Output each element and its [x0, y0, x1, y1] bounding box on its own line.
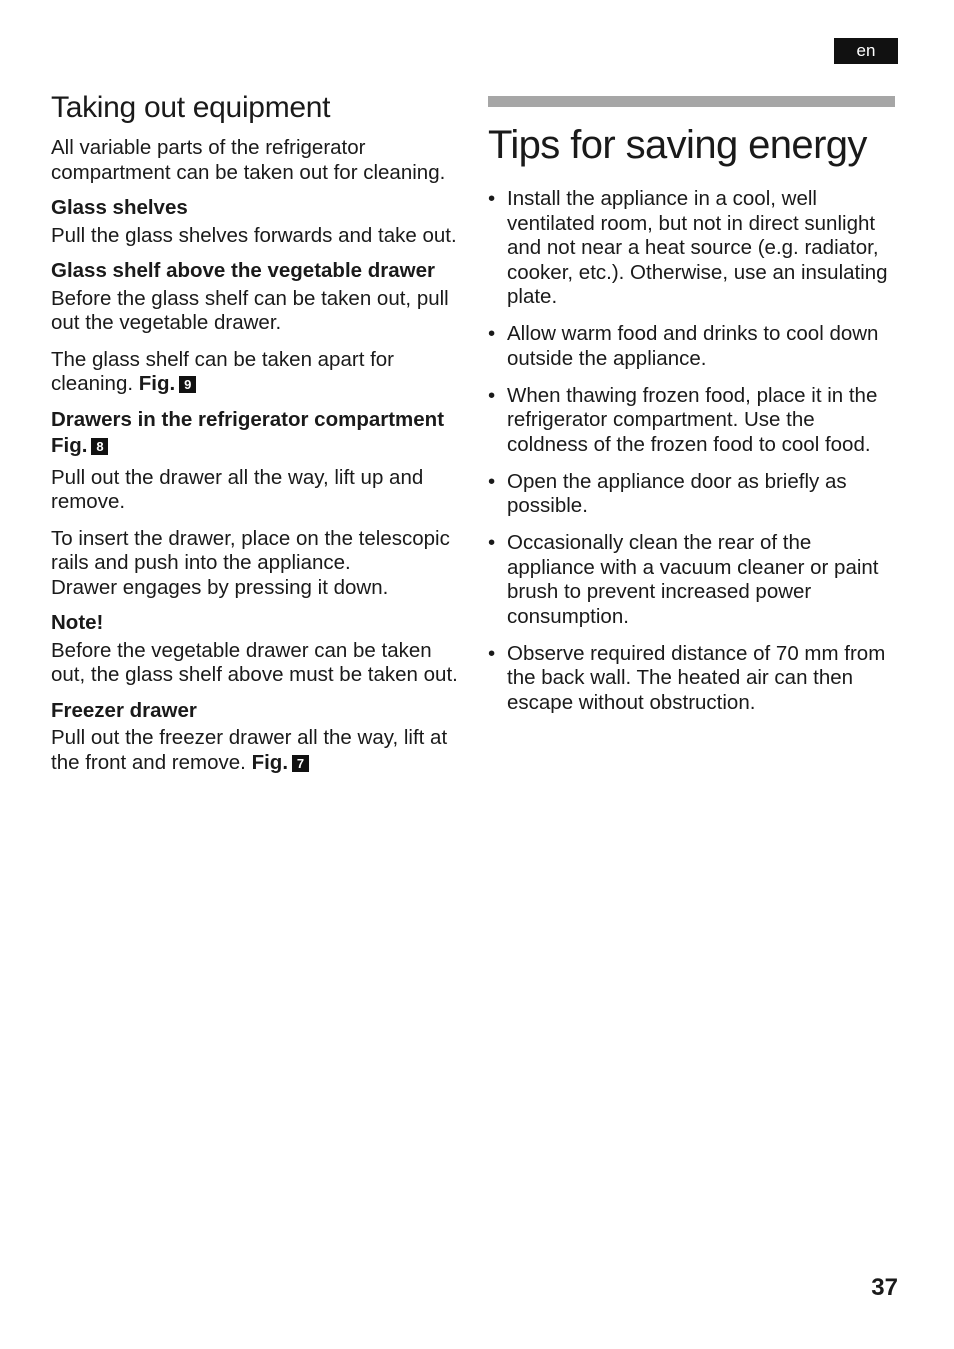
- tip-text: Open the appliance door as briefly as possible.: [507, 469, 847, 517]
- tip-text: Install the appliance in a cool, well ventilated room, but not in direct sunlight and not near a heat source (e.g. radiator, cooker, etc.). Otherwise, use an insulating plate.: [507, 187, 888, 308]
- bullet-icon: •: [488, 641, 496, 665]
- glass-shelves-text: Pull the glass shelves forwards and take out.: [51, 223, 457, 247]
- freezer-drawer-text-body: Pull out the freezer drawer all the way, lift at the front and remove.: [51, 726, 448, 774]
- figure-number-badge: 7: [292, 755, 309, 772]
- tip-item: [488, 384, 898, 458]
- tip-item: [488, 187, 898, 310]
- drawers-text-1: Pull out the drawer all the way, lift up and remove.: [51, 465, 424, 513]
- drawers-text-3: Drawer engages by pressing it down.: [51, 575, 389, 599]
- freezer-drawer-text: [51, 726, 463, 775]
- tip-item: [488, 531, 898, 629]
- bullet-icon: •: [488, 383, 496, 407]
- tip-text: Occasionally clean the rear of the appliance with a vacuum cleaner or paint brush to prevent increased power consumption.: [507, 531, 879, 628]
- tip-text: When thawing frozen food, place it in the refrigerator compartment. Use the coldness of the frozen food to cool food.: [507, 383, 878, 456]
- figure-reference: Fig.: [251, 750, 289, 774]
- section-title-taking-out: Taking out equipment: [51, 91, 331, 124]
- section-title-tips: Tips for saving energy: [488, 123, 867, 167]
- subheading-note: Note!: [51, 611, 104, 634]
- tips-list: [488, 187, 898, 715]
- tip-item: [488, 642, 898, 716]
- page-number: 37: [871, 1274, 898, 1301]
- subheading-drawers: Drawers in the refrigerator compartment: [51, 407, 445, 431]
- glass-shelf-vegetable-text-2: [51, 348, 463, 397]
- subheading-freezer-drawer: Freezer drawer: [51, 698, 197, 722]
- subheading-glass-shelves: Glass shelves: [51, 196, 188, 219]
- intro-text: All variable parts of the refrigerator compartment can be taken out for cleaning.: [51, 136, 446, 184]
- figure-number-badge: 8: [91, 438, 108, 455]
- drawers-figure-reference: [51, 435, 463, 458]
- language-badge: en: [834, 38, 898, 64]
- tip-item: [488, 322, 898, 371]
- glass-shelf-vegetable-text-1: Before the glass shelf can be taken out, pull out the vegetable drawer.: [51, 286, 449, 334]
- bullet-icon: •: [488, 322, 496, 345]
- bullet-icon: •: [488, 531, 496, 554]
- tip-item: [488, 470, 898, 519]
- bullet-icon: •: [488, 187, 496, 210]
- tip-text: Allow warm food and drinks to cool down outside the appliance.: [507, 322, 879, 370]
- section-rule: [488, 96, 895, 107]
- left-column: [51, 90, 463, 775]
- bullet-icon: •: [488, 469, 496, 493]
- figure-reference: Fig.: [51, 434, 88, 457]
- glass-shelf-vegetable-text-2-body: The glass shelf can be taken apart for cleaning.: [51, 347, 395, 395]
- drawers-text-2: To insert the drawer, place on the telescopic rails and push into the appliance.: [51, 526, 450, 574]
- right-column: [488, 96, 898, 728]
- note-text: Before the vegetable drawer can be taken out, the glass shelf above must be taken out.: [51, 638, 458, 686]
- subheading-glass-shelf-vegetable: Glass shelf above the vegetable drawer: [51, 259, 435, 282]
- tip-text: Observe required distance of 70 mm from the back wall. The heated air can then escape without obstruction.: [507, 641, 886, 714]
- figure-reference: Fig.: [138, 372, 176, 395]
- figure-number-badge: 9: [179, 376, 196, 393]
